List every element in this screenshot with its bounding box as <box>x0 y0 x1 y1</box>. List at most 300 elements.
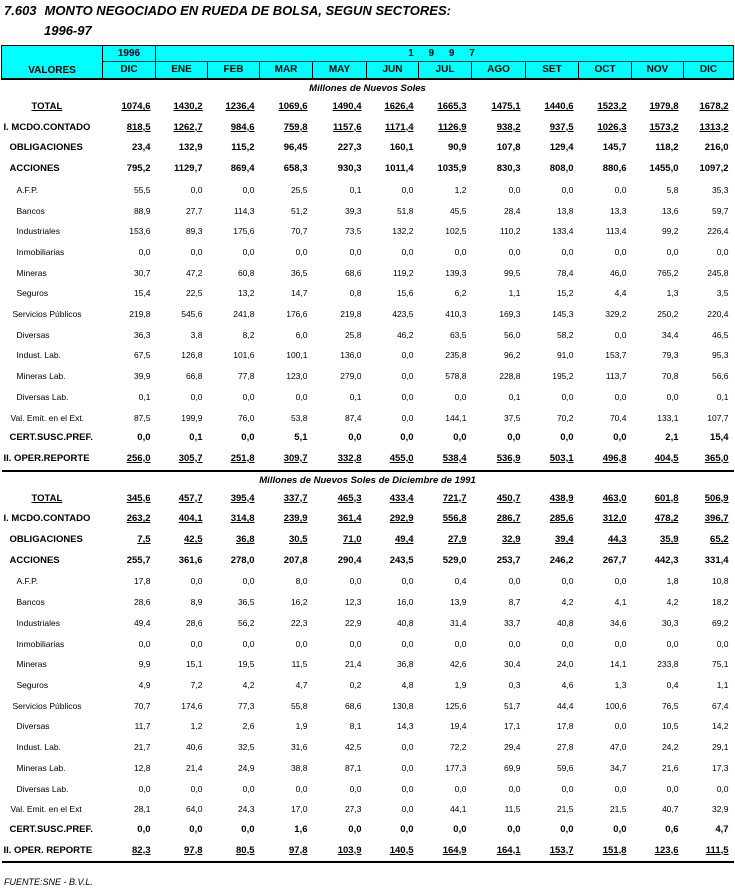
cell-value: 18,2 <box>711 597 729 608</box>
cell-value: 1665,3 <box>437 101 467 112</box>
cell-value: 233,8 <box>657 659 679 670</box>
table-row <box>2 613 734 634</box>
cell-value: 538,4 <box>419 449 472 471</box>
cell-value: 1236,4 <box>225 101 255 112</box>
row-label: Mineras Lab. <box>16 762 66 773</box>
row-label: Seguros <box>16 288 49 299</box>
cell-value: 45,5 <box>449 205 467 216</box>
cell-value: 69,9 <box>503 762 521 773</box>
cell-value: 1035,9 <box>437 163 467 175</box>
cell-value: 42,5 <box>344 742 362 753</box>
cell-value: 0,0 <box>560 823 574 835</box>
cell-value: 35,9 <box>660 534 679 546</box>
cell-value: 250,2 <box>657 309 679 320</box>
cell-value: 1,6 <box>294 823 308 835</box>
cell-value: 0,0 <box>190 783 203 794</box>
cell-value: 1074,6 <box>121 101 151 112</box>
cell-value: 36,5 <box>237 597 255 608</box>
cell-value: 263,2 <box>126 513 151 525</box>
cell-value: 305,7 <box>156 449 208 471</box>
cell-value: 0,0 <box>348 432 362 444</box>
source-note: FUENTE:SNE - B.V.L. <box>4 877 93 887</box>
cell-value: 0,0 <box>349 638 362 649</box>
cell-value: 930,3 <box>337 163 362 175</box>
cell-value: 219,8 <box>129 309 151 320</box>
cell-value: 984,6 <box>230 121 255 133</box>
cell-value: 361,4 <box>337 513 362 525</box>
table-row <box>2 696 734 717</box>
table-row <box>2 325 734 346</box>
cell-value: 226,4 <box>707 226 729 237</box>
row-label: Mineras Lab. <box>16 371 66 382</box>
header-month: JUN <box>367 62 419 80</box>
cell-value: 70,4 <box>609 412 627 423</box>
cell-value: 65,2 <box>710 534 729 546</box>
cell-value: 51,8 <box>396 205 414 216</box>
cell-value: 76,0 <box>237 412 255 423</box>
cell-value: 1523,2 <box>597 101 627 112</box>
cell-value: 39,4 <box>555 534 574 546</box>
cell-value: 70,8 <box>661 371 679 382</box>
cell-value: 207,8 <box>283 554 308 566</box>
cell-value: 13,9 <box>449 597 467 608</box>
cell-value: 47,0 <box>609 742 627 753</box>
cell-value: 164,9 <box>419 841 472 863</box>
table-row <box>2 675 734 696</box>
cell-value: 51,7 <box>503 700 521 711</box>
cell-value: 4,1 <box>614 597 627 608</box>
cell-value: 39,3 <box>344 205 362 216</box>
cell-value: 759,8 <box>283 121 308 133</box>
cell-value: 1129,7 <box>173 163 203 175</box>
cell-value: 1490,4 <box>332 101 362 112</box>
cell-value: 219,8 <box>340 309 362 320</box>
row-label: Val. Emit. en el Ext. <box>10 412 85 423</box>
cell-value: 235,8 <box>445 350 467 361</box>
cell-value: 90,9 <box>448 142 467 154</box>
row-label: Mineras <box>16 659 47 670</box>
cell-value: 67,4 <box>711 700 729 711</box>
cell-value: 496,8 <box>579 449 632 471</box>
cell-value: 0,0 <box>401 804 414 815</box>
cell-value: 312,0 <box>602 513 627 525</box>
cell-value: 70,7 <box>133 700 151 711</box>
cell-value: 2,6 <box>242 721 255 732</box>
cell-value: 19,4 <box>449 721 467 732</box>
cell-value: 78,4 <box>556 267 574 278</box>
cell-value: 6,0 <box>295 329 308 340</box>
cell-value: 11,7 <box>134 721 151 732</box>
cell-value: 0,0 <box>508 576 521 587</box>
cell-value: 0,0 <box>666 391 679 402</box>
cell-value: 15,1 <box>185 659 203 670</box>
cell-value: 0,0 <box>190 184 203 195</box>
cell-value: 13,3 <box>609 205 627 216</box>
cell-value: 11,5 <box>291 659 308 670</box>
section-unit-row <box>2 471 734 489</box>
cell-value: 123,0 <box>286 371 308 382</box>
cell-value: 0,0 <box>401 762 414 773</box>
cell-value: 140,5 <box>367 841 419 863</box>
cell-value: 0,0 <box>242 783 255 794</box>
cell-value: 0,0 <box>400 432 414 444</box>
table-row <box>2 737 734 758</box>
cell-value: 70,2 <box>556 412 574 423</box>
cell-value: 0,0 <box>241 823 255 835</box>
cell-value: 1440,6 <box>544 101 574 112</box>
cell-value: 0,0 <box>400 823 414 835</box>
cell-value: 830,3 <box>496 163 521 175</box>
cell-value: 0,0 <box>454 638 467 649</box>
cell-value: 30,4 <box>503 659 521 670</box>
cell-value: 118,2 <box>655 142 679 154</box>
cell-value: 15,6 <box>396 288 414 299</box>
cell-value: 239,9 <box>283 513 308 525</box>
cell-value: 56,0 <box>503 329 521 340</box>
cell-value: 177,3 <box>445 762 467 773</box>
cell-value: 0,1 <box>138 391 151 402</box>
cell-value: 21,4 <box>344 659 362 670</box>
cell-value: 808,0 <box>549 163 574 175</box>
cell-value: 0,0 <box>561 391 574 402</box>
page-title <box>4 3 451 19</box>
cell-value: 545,6 <box>181 309 203 320</box>
cell-value: 32,5 <box>237 742 255 753</box>
cell-value: 40,8 <box>396 617 414 628</box>
table-row <box>2 551 734 572</box>
row-label: Mineras <box>16 267 47 278</box>
row-label: Diversas <box>16 721 50 732</box>
row-label: Inmobiliarias <box>16 638 65 649</box>
cell-value: 144,1 <box>445 412 467 423</box>
cell-value: 404,1 <box>178 513 203 525</box>
cell-value: 506,9 <box>704 492 729 504</box>
cell-value: 0,0 <box>666 638 679 649</box>
cell-value: 63,5 <box>449 329 467 340</box>
cell-value: 0,0 <box>614 783 627 794</box>
cell-value: 256,0 <box>103 449 156 471</box>
table-body <box>2 79 734 862</box>
cell-value: 79,3 <box>661 350 679 361</box>
cell-value: 49,4 <box>133 617 151 628</box>
cell-value: 34,4 <box>661 329 679 340</box>
cell-value: 14,1 <box>609 659 627 670</box>
cell-value: 164,1 <box>472 841 526 863</box>
cell-value: 36,8 <box>236 534 255 546</box>
cell-value: 64,0 <box>185 804 203 815</box>
cell-value: 0,3 <box>508 679 521 690</box>
cell-value: 0,0 <box>716 246 729 257</box>
cell-value: 345,6 <box>126 492 151 504</box>
table-row <box>2 428 734 449</box>
cell-value: 365,0 <box>684 449 734 471</box>
cell-value: 251,8 <box>208 449 260 471</box>
cell-value: 36,3 <box>133 329 151 340</box>
cell-value: 0,0 <box>295 246 308 257</box>
cell-value: 174,6 <box>181 700 203 711</box>
cell-value: 21,4 <box>185 762 203 773</box>
cell-value: 28,4 <box>503 205 521 216</box>
cell-value: 4,2 <box>242 679 255 690</box>
header-month: FEB <box>208 62 260 80</box>
table-row <box>2 263 734 284</box>
cell-value: 5,1 <box>294 432 308 444</box>
cell-value: 438,9 <box>549 492 574 504</box>
cell-value: 102,5 <box>445 226 467 237</box>
cell-value: 22,3 <box>290 617 308 628</box>
cell-value: 66,8 <box>185 371 203 382</box>
cell-value: 0,0 <box>561 184 574 195</box>
cell-value: 578,8 <box>445 371 467 382</box>
row-label: CERT.SUSC.PREF. <box>9 432 93 444</box>
cell-value: 0,0 <box>666 246 679 257</box>
cell-value: 267,7 <box>602 554 627 566</box>
cell-value: 25,8 <box>344 329 362 340</box>
cell-value: 30,3 <box>661 617 679 628</box>
cell-value: 73,5 <box>344 226 362 237</box>
cell-value: 111,5 <box>684 841 734 863</box>
cell-value: 0,0 <box>295 391 308 402</box>
cell-value: 153,6 <box>129 226 151 237</box>
cell-value: 4,7 <box>715 823 729 835</box>
cell-value: 329,2 <box>605 309 627 320</box>
cell-value: 253,7 <box>496 554 521 566</box>
header-month: ENE <box>156 62 208 80</box>
cell-value: 195,2 <box>552 371 574 382</box>
table-row <box>2 449 734 471</box>
cell-value: 0,0 <box>138 246 151 257</box>
cell-value: 100,1 <box>286 350 308 361</box>
header-month: OCT <box>579 62 632 80</box>
row-label: Seguros <box>16 679 49 690</box>
cell-value: 123,6 <box>632 841 684 863</box>
cell-value: 51,2 <box>290 205 308 216</box>
cell-value: 37,5 <box>503 412 521 423</box>
cell-value: 4,2 <box>561 597 574 608</box>
row-label: Inmobiliarias <box>16 246 65 257</box>
cell-value: 40,6 <box>185 742 203 753</box>
cell-value: 245,8 <box>707 267 729 278</box>
cell-value: 97,8 <box>156 841 208 863</box>
row-label: II. OPER. REPORTE <box>2 841 103 863</box>
cell-value: 795,2 <box>126 163 151 175</box>
cell-value: 0,0 <box>716 638 729 649</box>
cell-value: 53,8 <box>290 412 308 423</box>
cell-value: 153,7 <box>526 841 579 863</box>
cell-value: 87,4 <box>344 412 362 423</box>
row-label: CERT.SUSC.PREF. <box>9 823 93 835</box>
cell-value: 7,5 <box>137 534 151 546</box>
cell-value: 22,9 <box>344 617 362 628</box>
cell-value: 19,5 <box>237 659 255 670</box>
cell-value: 478,2 <box>654 513 679 525</box>
cell-value: 4,9 <box>138 679 151 690</box>
cell-value: 110,2 <box>499 226 521 237</box>
cell-value: 228,8 <box>499 371 521 382</box>
cell-value: 0,0 <box>401 742 414 753</box>
cell-value: 69,2 <box>711 617 729 628</box>
cell-value: 58,2 <box>556 329 574 340</box>
cell-value: 556,8 <box>442 513 467 525</box>
table-row <box>2 221 734 242</box>
cell-value: 0,1 <box>349 184 362 195</box>
row-label: Indust. Lab. <box>16 742 61 753</box>
table-row <box>2 180 734 201</box>
cell-value: 14,2 <box>711 721 729 732</box>
cell-value: 529,0 <box>442 554 467 566</box>
cell-value: 1,3 <box>666 288 679 299</box>
cell-value: 25,5 <box>290 184 308 195</box>
cell-value: 12,3 <box>344 597 362 608</box>
table-row <box>2 799 734 820</box>
table-row <box>2 304 734 325</box>
cell-value: 44,3 <box>608 534 627 546</box>
cell-value: 176,6 <box>286 309 308 320</box>
cell-value: 14,7 <box>290 288 308 299</box>
section-unit-label: Millones de Nuevos Soles de Diciembre de 1991 <box>2 471 734 489</box>
cell-value: 17,8 <box>556 721 574 732</box>
cell-value: 113,7 <box>605 371 627 382</box>
cell-value: 29,4 <box>503 742 521 753</box>
cell-value: 241,8 <box>233 309 255 320</box>
cell-value: 0,0 <box>560 432 574 444</box>
table-row <box>2 387 734 408</box>
cell-value: 0,1 <box>349 391 362 402</box>
cell-value: 34,7 <box>609 762 627 773</box>
cell-value: 169,3 <box>499 309 521 320</box>
title-block <box>4 3 451 39</box>
cell-value: 40,8 <box>556 617 574 628</box>
cell-value: 72,2 <box>449 742 467 753</box>
cell-value: 139,3 <box>445 267 467 278</box>
cell-value: 1678,2 <box>699 101 729 112</box>
cell-value: 80,5 <box>208 841 260 863</box>
cell-value: 16,2 <box>290 597 308 608</box>
cell-value: 44,4 <box>556 700 574 711</box>
cell-value: 103,9 <box>313 841 367 863</box>
cell-value: 24,9 <box>237 762 255 773</box>
row-label: I. MCDO.CONTADO <box>3 513 91 525</box>
cell-value: 246,2 <box>549 554 574 566</box>
cell-value: 136,0 <box>340 350 362 361</box>
cell-value: 1,2 <box>190 721 203 732</box>
cell-value: 243,5 <box>389 554 414 566</box>
table-row <box>2 571 734 592</box>
cell-value: 13,2 <box>237 288 255 299</box>
cell-value: 55,5 <box>133 184 151 195</box>
cell-value: 465,3 <box>337 492 362 504</box>
cell-value: 82,3 <box>103 841 156 863</box>
cell-value: 27,7 <box>185 205 203 216</box>
cell-value: 0,0 <box>401 371 414 382</box>
cell-value: 0,0 <box>508 638 521 649</box>
cell-value: 1626,4 <box>384 101 414 112</box>
cell-value: 115,2 <box>231 142 255 154</box>
cell-value: 21,7 <box>133 742 151 753</box>
cell-value: 15,4 <box>133 288 151 299</box>
cell-value: 55,8 <box>290 700 308 711</box>
cell-value: 12,8 <box>133 762 151 773</box>
cell-value: 404,5 <box>632 449 684 471</box>
header-month: DIC <box>103 62 156 80</box>
table-row <box>2 138 734 159</box>
cell-value: 0,0 <box>137 432 151 444</box>
cell-value: 9,9 <box>138 659 151 670</box>
table-row <box>2 489 734 510</box>
cell-value: 0,0 <box>401 638 414 649</box>
row-label: Bancos <box>16 597 45 608</box>
cell-value: 89,3 <box>185 226 203 237</box>
cell-value: 14,3 <box>396 721 414 732</box>
header-month: SET <box>526 62 579 80</box>
cell-value: 56,6 <box>711 371 729 382</box>
cell-value: 21,6 <box>661 762 679 773</box>
cell-value: 337,7 <box>283 492 308 504</box>
cell-value: 1097,2 <box>699 163 729 175</box>
cell-value: 433,4 <box>389 492 414 504</box>
cell-value: 0,0 <box>190 391 203 402</box>
cell-value: 0,0 <box>507 823 521 835</box>
cell-value: 1979,8 <box>649 101 679 112</box>
cell-value: 125,6 <box>445 700 467 711</box>
cell-value: 40,7 <box>661 804 679 815</box>
row-label: Servicios Públicos <box>12 309 82 320</box>
cell-value: 1126,9 <box>437 121 467 133</box>
cell-value: 0,0 <box>242 246 255 257</box>
cell-value: 101,6 <box>233 350 255 361</box>
cell-value: 77,8 <box>237 371 255 382</box>
cell-value: 0,0 <box>190 576 203 587</box>
cell-value: 132,9 <box>178 142 203 154</box>
cell-value: 3,8 <box>190 329 203 340</box>
cell-value: 880,6 <box>602 163 627 175</box>
cell-value: 1011,4 <box>384 163 414 175</box>
cell-value: 24,0 <box>556 659 574 670</box>
data-table <box>1 45 734 863</box>
cell-value: 721,7 <box>442 492 467 504</box>
cell-value: 361,6 <box>178 554 203 566</box>
cell-value: 28,6 <box>185 617 203 628</box>
cell-value: 42,5 <box>184 534 203 546</box>
cell-value: 8,9 <box>190 597 203 608</box>
cell-value: 395,4 <box>230 492 255 504</box>
cell-value: 292,9 <box>389 513 414 525</box>
header-row-months <box>2 62 734 80</box>
row-label: Diversas Lab. <box>16 783 69 794</box>
row-label: II. OPER.REPORTE <box>2 449 103 471</box>
cell-value: 133,4 <box>552 226 574 237</box>
cell-value: 28,6 <box>133 597 151 608</box>
cell-value: 47,2 <box>185 267 203 278</box>
cell-value: 113,4 <box>605 226 627 237</box>
cell-value: 869,4 <box>230 163 255 175</box>
cell-value: 36,5 <box>290 267 308 278</box>
cell-value: 13,6 <box>661 205 679 216</box>
table-row <box>2 159 734 180</box>
cell-value: 0,0 <box>401 576 414 587</box>
cell-value: 95,3 <box>711 350 729 361</box>
cell-value: 285,6 <box>549 513 574 525</box>
cell-value: 2,1 <box>665 432 679 444</box>
cell-value: 31,4 <box>449 617 467 628</box>
table-row <box>2 366 734 387</box>
cell-value: 0,0 <box>348 823 362 835</box>
cell-value: 32,9 <box>502 534 521 546</box>
cell-value: 4,8 <box>401 679 414 690</box>
header-month: JUL <box>419 62 472 80</box>
cell-value: 1,3 <box>614 679 627 690</box>
table-row <box>2 201 734 222</box>
